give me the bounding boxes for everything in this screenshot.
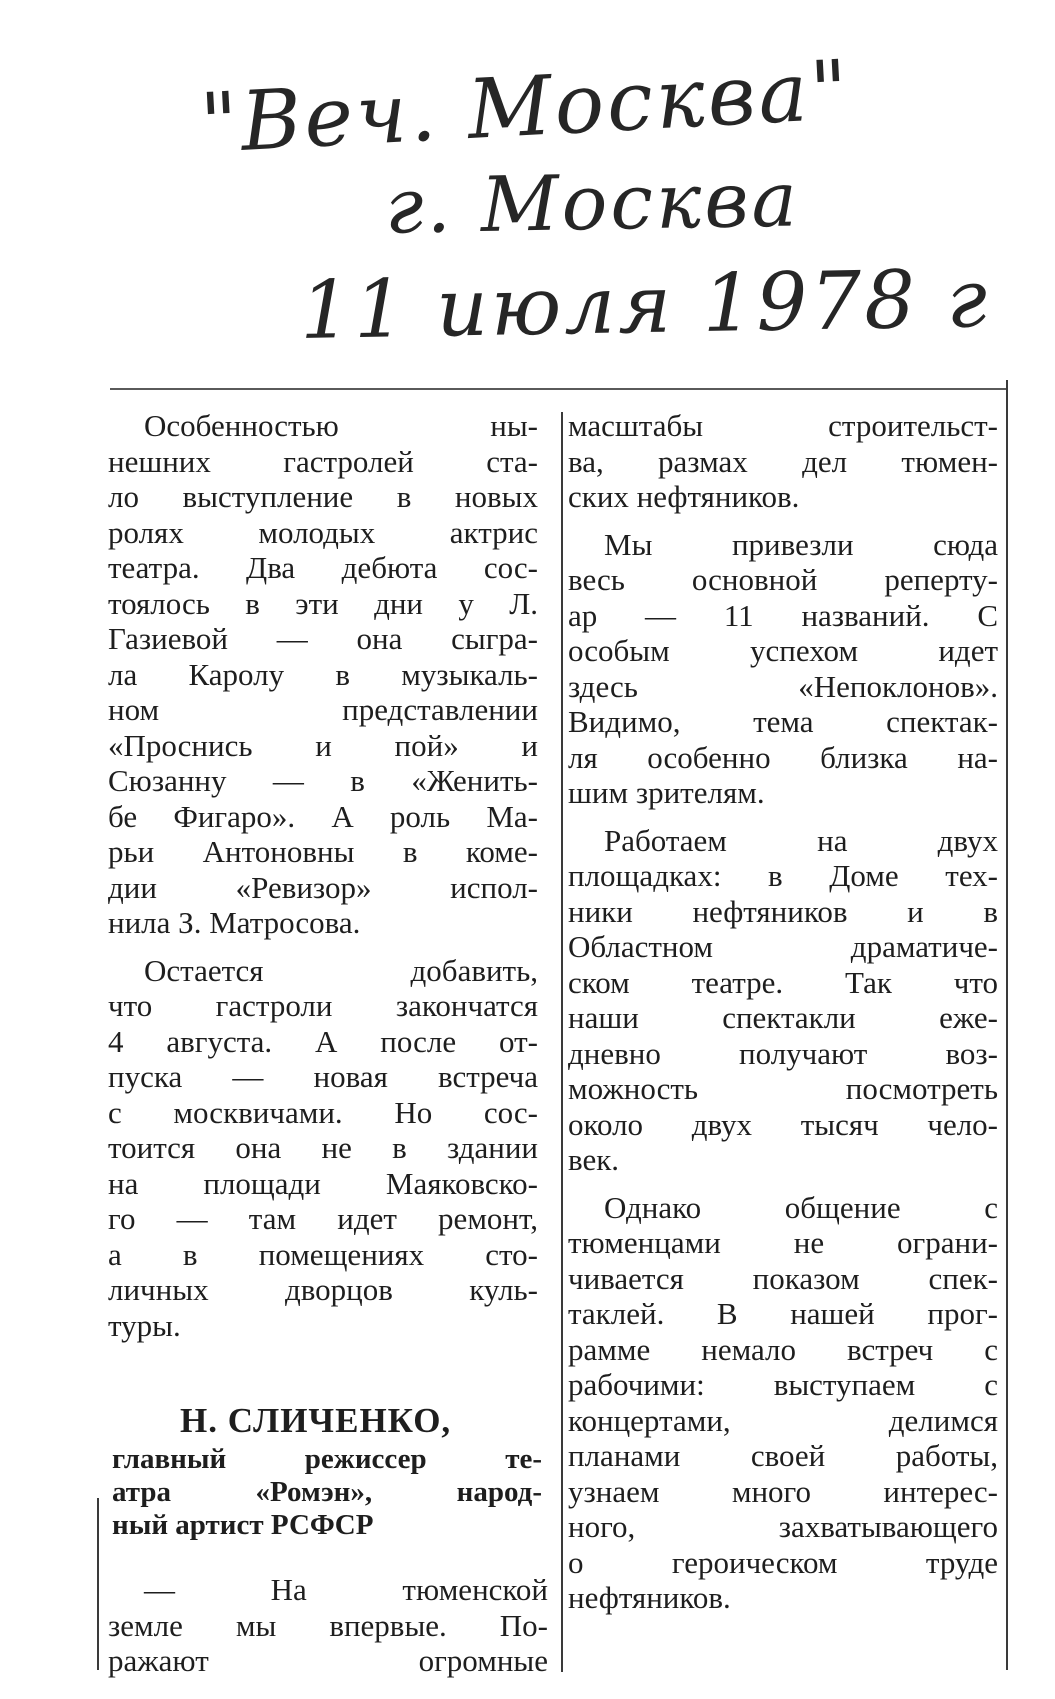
text-line: особым успехом идет xyxy=(568,633,998,668)
text-line: масштабы строительст- xyxy=(568,408,998,443)
text-line: «Проснись и пой» и xyxy=(108,727,538,763)
author-title xyxy=(112,1443,542,1542)
text-line: с москвичами. Но сос- xyxy=(108,1094,538,1130)
text-line: бе Фигаро». А роль Ма- xyxy=(108,798,538,834)
text-line: Мы привезли сюда xyxy=(604,526,998,562)
author-name: Н. СЛИЧЕНКО, xyxy=(180,1401,452,1440)
text-line: а в помещениях сто- xyxy=(108,1236,538,1272)
text-line: планами своей работы, xyxy=(568,1438,998,1473)
text-line: век. xyxy=(568,1142,620,1177)
text-line: узнаем много интерес- xyxy=(568,1473,998,1509)
text-line: тоялось в эти дни у Л. xyxy=(108,585,538,621)
text-line: Остается добавить, xyxy=(144,952,538,988)
left-paragraph-1 xyxy=(108,408,538,941)
text-line: рамме немало встреч с xyxy=(568,1331,998,1367)
handwritten-date: 11 июля 1978 г xyxy=(299,251,991,358)
text-line: концертами, делимся xyxy=(568,1402,998,1438)
author-title-line: атра «Ромэн», народ- xyxy=(112,1476,542,1508)
text-line: Видимо, тема спектак- xyxy=(568,704,998,739)
author-title-line: главный режиссер те- xyxy=(112,1443,542,1475)
text-line: ники нефтяников и в xyxy=(568,893,998,929)
text-line: шим зрителям. xyxy=(568,775,765,810)
text-line: ло выступление в новых xyxy=(108,479,538,514)
text-line: нешних гастролей ста- xyxy=(108,443,538,479)
text-line: го — там идет ремонт, xyxy=(108,1201,538,1236)
text-line: можность посмотреть xyxy=(568,1071,998,1106)
text-line: дневно получают воз- xyxy=(568,1035,998,1071)
top-divider xyxy=(110,388,1008,390)
text-line: площадках: в Доме тех- xyxy=(568,858,998,893)
left-border xyxy=(97,1498,99,1670)
author-title-line: ный артист РСФСР xyxy=(112,1509,374,1541)
text-line: 4 августа. А после от- xyxy=(108,1023,538,1059)
text-line: ском театре. Так что xyxy=(568,964,998,1000)
text-line: ар — 11 названий. С xyxy=(568,597,998,633)
text-line: тюменцами не ограни- xyxy=(568,1225,998,1260)
right-border xyxy=(1006,380,1008,1670)
right-paragraph-1 xyxy=(568,408,998,515)
text-line: наши спектакли еже- xyxy=(568,1000,998,1035)
text-line: туры. xyxy=(108,1307,181,1343)
text-line: Сюзанну — в «Женить- xyxy=(108,763,538,798)
text-line: театра. Два дебюта сос- xyxy=(108,550,538,585)
text-line: ла Каролу в музыкаль- xyxy=(108,656,538,692)
text-line: весь основной реперту- xyxy=(568,562,998,597)
text-line: Работаем на двух xyxy=(604,822,998,858)
text-line: здесь «Непоклонов». xyxy=(568,668,998,704)
text-line: рабочими: выступаем с xyxy=(568,1367,998,1402)
text-line: на площади Маяковско- xyxy=(108,1165,538,1201)
text-line: нефтяников. xyxy=(568,1580,731,1615)
text-line: ного, захватывающего xyxy=(568,1509,998,1544)
text-line: ражают огромные xyxy=(108,1643,548,1678)
quote-start xyxy=(108,1572,548,1679)
text-line: рьи Антоновны в коме- xyxy=(108,834,538,869)
text-line: о героическом труде xyxy=(568,1544,998,1580)
text-line: ном представлении xyxy=(108,692,538,727)
text-line: Областном драматиче- xyxy=(568,929,998,964)
text-line: что гастроли закончатся xyxy=(108,988,538,1023)
column-divider xyxy=(561,412,563,1672)
right-paragraph-4 xyxy=(568,1190,998,1616)
text-line: ских нефтяников. xyxy=(568,479,800,514)
right-paragraph-2 xyxy=(568,527,998,811)
text-line: дии «Ревизор» испол- xyxy=(108,869,538,905)
text-line: Газиевой — она сыгра- xyxy=(108,621,538,656)
text-line: Особенностью ны- xyxy=(144,408,538,443)
text-line: таклей. В нашей прог- xyxy=(568,1296,998,1331)
handwritten-city: г. Москва xyxy=(384,154,801,251)
handwritten-newspaper-name: "Веч. Москва" xyxy=(197,43,854,172)
text-line: ролях молодых актрис xyxy=(108,514,538,550)
text-line: ля особенно близка на- xyxy=(568,739,998,775)
text-line: тоится она не в здании xyxy=(108,1130,538,1165)
text-line: пуска — новая встреча xyxy=(108,1059,538,1094)
right-column xyxy=(568,408,998,1616)
text-line: нила З. Матросова. xyxy=(108,905,361,940)
text-line: личных дворцов куль- xyxy=(108,1272,538,1307)
text-line: около двух тысяч чело- xyxy=(568,1106,998,1142)
text-line: ва, размах дел тюмен- xyxy=(568,443,998,479)
left-column xyxy=(108,408,538,1343)
left-paragraph-2 xyxy=(108,953,538,1344)
text-line: чивается показом спек- xyxy=(568,1260,998,1296)
text-line: — На тюменской xyxy=(144,1572,548,1607)
right-paragraph-3 xyxy=(568,823,998,1178)
text-line: земле мы впервые. По- xyxy=(108,1607,548,1643)
text-line: Однако общение с xyxy=(604,1189,998,1225)
